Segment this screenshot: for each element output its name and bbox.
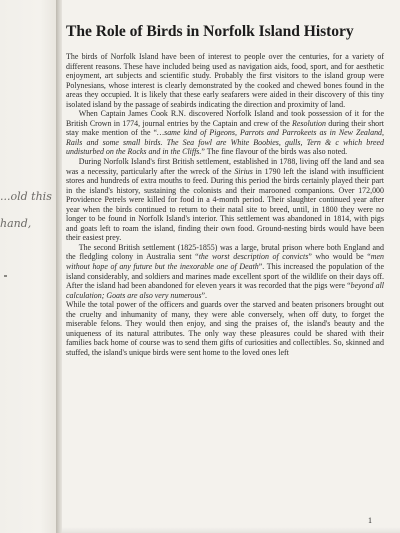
handwritten-note-line-1: ...old this xyxy=(0,190,52,203)
paragraph-officers: While the total power of the officers and guards over the starved and beaten prisoners brought out the cruelty and inhumanity of many, they were able conversely, when off duty, to forget the miserable felons. They would then enjoy, and sing the praises of, the island's beauty and the uniqueness of its natural attributes. The only way these pleasures could be shared with their families back home of course was to send them gifts of curiosities and collectibles. So, skinned and stuffed, the island's unique birds were sent home to the loved ones left xyxy=(66,300,384,357)
facing-page xyxy=(0,0,58,533)
paragraph-captain-cook: When Captain James Cook R.N. discovered Norfolk Island and took possession of it for the British Crown in 1774, journal entries by the Captain and crew of the Resolution during their short stay make mention of the “…same kind of Pigeons, Parrots and Parrokeets as in New Zealand, Rails and some small birds. The Sea fowl are White Boobies, gulls, Tern & c which breed undisturbed on the Rocks and in the Cliffs.” The fine flavour of the birds was also noted. xyxy=(66,109,384,157)
paragraph-intro: The birds of Norfolk Island have been of interest to people over the centuries, for a variety of different reasons. These have included being used as navigation aids, food, sport, and for aesthetic enjoyment, art subjects and scientific study. Probably the first visitors to the island group were Polynesians, whose interest is clearly demonstrated by the cooked and chewed bones found in the areas they occupied. It is likely that these early seafarers were aided in their discovery of this tiny isolated island by the passage of seabirds indicating the direction and proximity of land. xyxy=(66,52,384,109)
paragraph-first-settlement: During Norfolk Island's first British settlement, established in 1788, living off the land and sea was a necessity, particularly after the wreck of the Sirius in 1790 left the island with insufficient stores and hundreds of extra mouths to feed. During this period the birds certainly played their part in the island's history, sustaining the colonists and their marooned companions. Over 172,000 Providence Petrels were killed for food in a 4-month period. Their slaughter continued year after year when the birds continued to return to their natal site to breed, until, in 1800 they were no longer to be found in Norfolk Island's interior. This settlement was abandoned in 1814, with pigs and goats left to roam the island, finding their own food. Ground-nesting birds would have been their easiest prey. xyxy=(66,157,384,243)
page-title: The Role of Birds in Norfolk Island History xyxy=(66,23,354,40)
page-number: 1 xyxy=(368,516,372,525)
body-text xyxy=(66,52,384,358)
page-edge-shadow xyxy=(62,527,400,533)
handwritten-mark xyxy=(4,275,7,277)
handwritten-note-line-2: hand, xyxy=(0,217,32,230)
paragraph-second-settlement: The second British settlement (1825-1855) was a large, brutal prison where both England and the fledgling colony in Australia sent “the worst description of convicts” who would be “men without hope of any future but the inexorable one of Death”. This increased the population of the island considerably, and soldiers and marines made excellent sport of the wildlife on their days off. After the island had been abandoned for eleven years it was recorded that the pigs were “beyond all calculation; Goats are also very numerous”. xyxy=(66,242,384,300)
